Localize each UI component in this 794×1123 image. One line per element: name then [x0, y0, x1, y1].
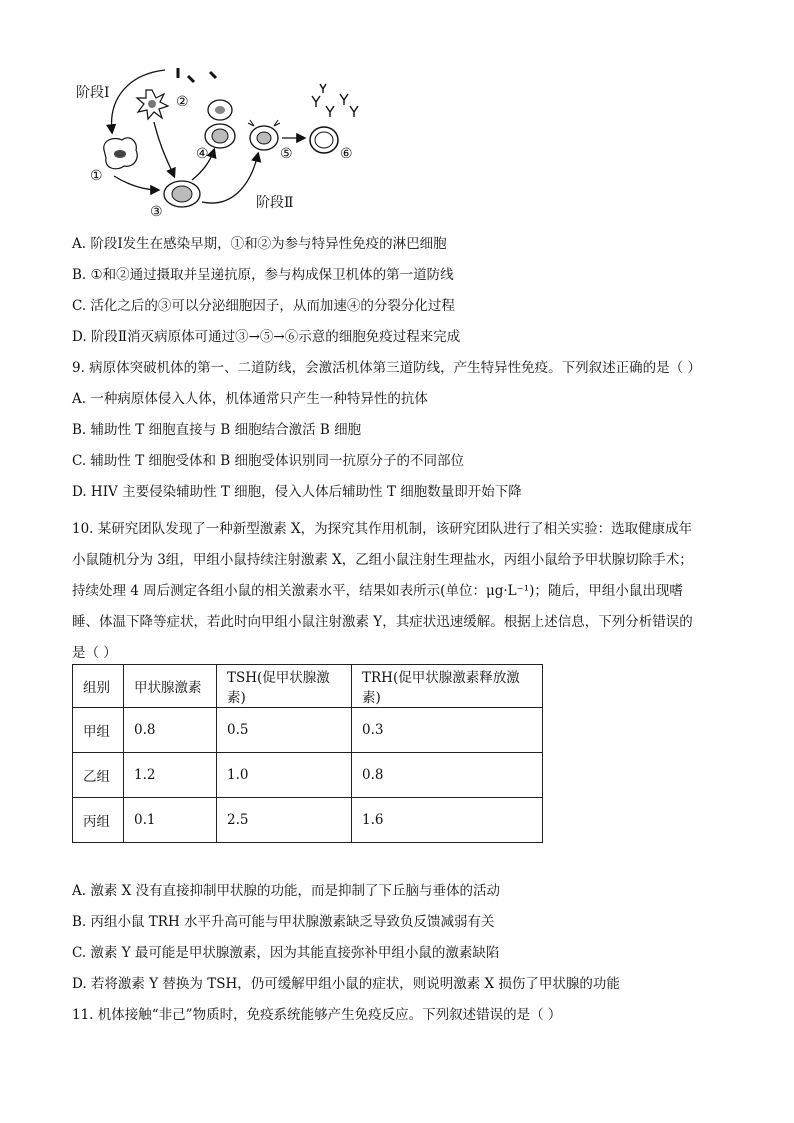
q9-stem: 9. 病原体突破机体的第一、二道防线，会激活机体第三道防线，产生特异性免疫。下列叙述正确的是（ ）: [72, 360, 701, 376]
arrow-1-to-3: [114, 176, 158, 190]
q8-option-c: C. 活化之后的③可以分泌细胞因子，从而加速④的分裂分化过程: [72, 298, 455, 314]
table-header: 组别: [73, 665, 124, 708]
table-cell: 0.1: [124, 798, 217, 843]
marker-2: ②: [176, 94, 189, 110]
cell-5-plasma-cell: [248, 120, 280, 150]
marker-4: ④: [196, 146, 209, 162]
arrow-to-cell-1: [112, 70, 165, 132]
q10-option-b: B. 丙组小鼠 TRH 水平升高可能与甲状腺激素缺乏导致负反馈减弱有关: [72, 914, 495, 930]
cell-2-dendritic: [137, 90, 168, 119]
antigen-fragment: [188, 76, 194, 82]
q10-stem-line: 睡、体温下降等症状，若此时向甲组小鼠注射激素 Y，其症状迅速缓解。根据上述信息，下列分析错误的: [72, 614, 693, 630]
cell-6-target-cell: [310, 127, 338, 153]
table-cell: 乙组: [73, 753, 124, 798]
q8-option-b: B. ①和②通过摄取并呈递抗原，参与构成保卫机体的第一道防线: [72, 267, 454, 283]
cell-1-macrophage: [104, 138, 137, 169]
q9-option-c: C. 辅助性 T 细胞受体和 B 细胞受体识别同一抗原分子的不同部位: [72, 453, 465, 469]
marker-3: ③: [150, 204, 163, 220]
marker-1: ①: [90, 168, 103, 184]
arrow-2-to-3: [154, 122, 174, 176]
marker-5: ⑤: [280, 146, 293, 162]
cell-3-helper-t: [164, 181, 200, 207]
stage-1-label: 阶段Ⅰ: [76, 85, 110, 101]
table-cell: 0.5: [217, 708, 352, 753]
table-header: TRH(促甲状腺激素释放激素): [352, 665, 543, 708]
q10-option-a: A. 激素 X 没有直接抑制甲状腺的功能，而是抑制了下丘脑与垂体的活动: [72, 883, 501, 899]
table-cell: 2.5: [217, 798, 352, 843]
q10-stem-line: 小鼠随机分为 3组，甲组小鼠持续注射激素 X，乙组小鼠注射生理盐水，丙组小鼠给予甲状腺切除手术；: [72, 552, 693, 568]
q10-option-d: D. 若将激素 Y 替换为 TSH，仍可缓解甲组小鼠的症状，则说明激素 X 损伤了甲状腺的功能: [72, 976, 620, 992]
table-cell: 1.6: [352, 798, 543, 843]
table-cell: 0.3: [352, 708, 543, 753]
cell-4-b-cell: [205, 100, 235, 148]
q10-stem-line: 持续处理 4 周后测定各组小鼠的相关激素水平，结果如表所示(单位：μg·L⁻¹)；随后，甲组小鼠出现嗜: [72, 583, 683, 599]
table-cell: 0.8: [124, 708, 217, 753]
marker-6: ⑥: [340, 146, 353, 162]
table-header-row: [73, 665, 543, 708]
table-header: TSH(促甲状腺激素): [217, 665, 352, 708]
q9-option-a: A. 一种病原体侵入人体，机体通常只产生一种特异性的抗体: [72, 391, 428, 407]
table-row: [73, 753, 543, 798]
arrow-3-to-5: [202, 154, 258, 203]
table-header: 甲状腺激素: [124, 665, 217, 708]
immune-process-figure: [70, 62, 370, 222]
q8-option-d: D. 阶段Ⅱ消灭病原体可通过③→⑤→⑥示意的细胞免疫过程来完成: [72, 329, 461, 345]
antibody-icons: [312, 84, 358, 117]
q10-stem: [72, 514, 722, 669]
hormone-table: [72, 664, 543, 843]
table-row: [73, 708, 543, 753]
q9-option-d: D. HIV 主要侵染辅助性 T 细胞，侵入人体后辅助性 T 细胞数量即开始下降: [72, 484, 522, 500]
immune-diagram: [70, 62, 370, 222]
table-cell: 0.8: [352, 753, 543, 798]
table-cell: 1.2: [124, 753, 217, 798]
table-cell: 1.0: [217, 753, 352, 798]
antigen-fragment: [210, 72, 216, 78]
q11-stem: 11. 机体接触“非己”物质时，免疫系统能够产生免疫反应。下列叙述错误的是（ ）: [72, 1007, 562, 1023]
stage-2-label: 阶段Ⅱ: [256, 195, 294, 211]
q10-option-c: C. 激素 Y 最可能是甲状腺激素，因为其能直接弥补甲组小鼠的激素缺陷: [72, 945, 500, 961]
table-cell: 甲组: [73, 708, 124, 753]
table-row: [73, 798, 543, 843]
q9-option-b: B. 辅助性 T 细胞直接与 B 细胞结合激活 B 细胞: [72, 422, 362, 438]
q10-stem-line: 10. 某研究团队发现了一种新型激素 X，为探究其作用机制，该研究团队进行了相关实验：选取健康成年: [72, 521, 693, 537]
q8-option-a: A. 阶段Ⅰ发生在感染早期，①和②为参与特异性免疫的淋巴细胞: [72, 236, 447, 252]
table-cell: 丙组: [73, 798, 124, 843]
q10-stem-line: 是（ ）: [72, 645, 117, 661]
